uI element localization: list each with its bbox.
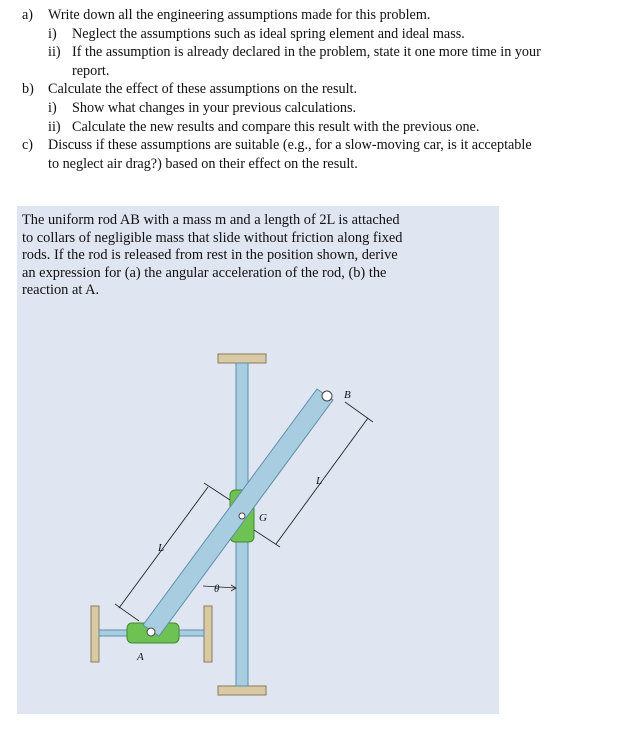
problem-line: The uniform rod AB with a mass m and a length of 2L is attached xyxy=(22,212,400,228)
problem-panel xyxy=(17,206,499,714)
question-text: Discuss if these assumptions are suitable (e.g., for a slow-moving car, is it acceptable xyxy=(48,137,532,154)
left-support xyxy=(91,606,99,662)
dimension-tick xyxy=(254,530,280,547)
label-theta: θ xyxy=(214,583,220,595)
problem-line: reaction at A. xyxy=(22,282,100,299)
right-support xyxy=(204,606,212,662)
subitem xyxy=(22,118,622,137)
pin-b xyxy=(322,391,332,401)
pin-a xyxy=(147,628,155,636)
top-support xyxy=(218,354,266,363)
question-a xyxy=(22,6,622,25)
question-label: c) xyxy=(22,137,34,154)
question-label: a) xyxy=(22,7,34,23)
question-text: Write down all the engineering assumptions made for this problem. xyxy=(48,7,431,23)
dimension-tick xyxy=(345,402,373,422)
label-g: G xyxy=(259,512,267,524)
question-b xyxy=(22,80,622,99)
dimension-tick xyxy=(204,483,230,500)
theta-arc xyxy=(203,586,236,588)
problem-line: rods. If the rod is released from rest in the position shown, derive xyxy=(22,247,398,264)
question-c xyxy=(22,136,622,173)
subitem-label: i) xyxy=(48,25,57,42)
subitem-text-continued: report. xyxy=(72,62,110,79)
problem-line: an expression for (a) the angular acceleration of the rod, (b) the xyxy=(22,264,387,281)
rod-figure xyxy=(17,206,499,714)
question-text-continued: to neglect air drag?) based on their effect on the result. xyxy=(48,155,358,172)
question-text: Calculate the effect of these assumptions on the result. xyxy=(48,81,358,98)
question-label: b) xyxy=(22,81,34,98)
problem-line: to collars of negligible mass that slide without friction along fixed xyxy=(22,229,403,246)
subitem-text: If the assumption is already declared in the problem, state it one more time in your xyxy=(72,44,541,61)
subitem-text: Neglect the assumptions such as ideal spring element and ideal mass. xyxy=(72,25,465,42)
pin-center xyxy=(239,513,245,519)
label-a: A xyxy=(137,651,144,663)
bottom-support xyxy=(218,686,266,695)
subitem xyxy=(22,99,622,118)
dimension-tick xyxy=(115,604,139,621)
label-l-upper: L xyxy=(316,475,323,487)
label-b: B xyxy=(344,389,351,401)
subitem-text: Calculate the new results and compare this result with the previous one. xyxy=(72,118,480,135)
subitem xyxy=(22,43,622,80)
subitem-label: ii) xyxy=(48,44,61,61)
subitem-label: ii) xyxy=(48,118,61,135)
assignment-questions xyxy=(22,6,622,173)
subitem-text: Show what changes in your previous calculations. xyxy=(72,99,357,116)
subitem-label: i) xyxy=(48,99,57,116)
label-l-lower: L xyxy=(158,542,165,554)
subitem xyxy=(22,25,622,44)
